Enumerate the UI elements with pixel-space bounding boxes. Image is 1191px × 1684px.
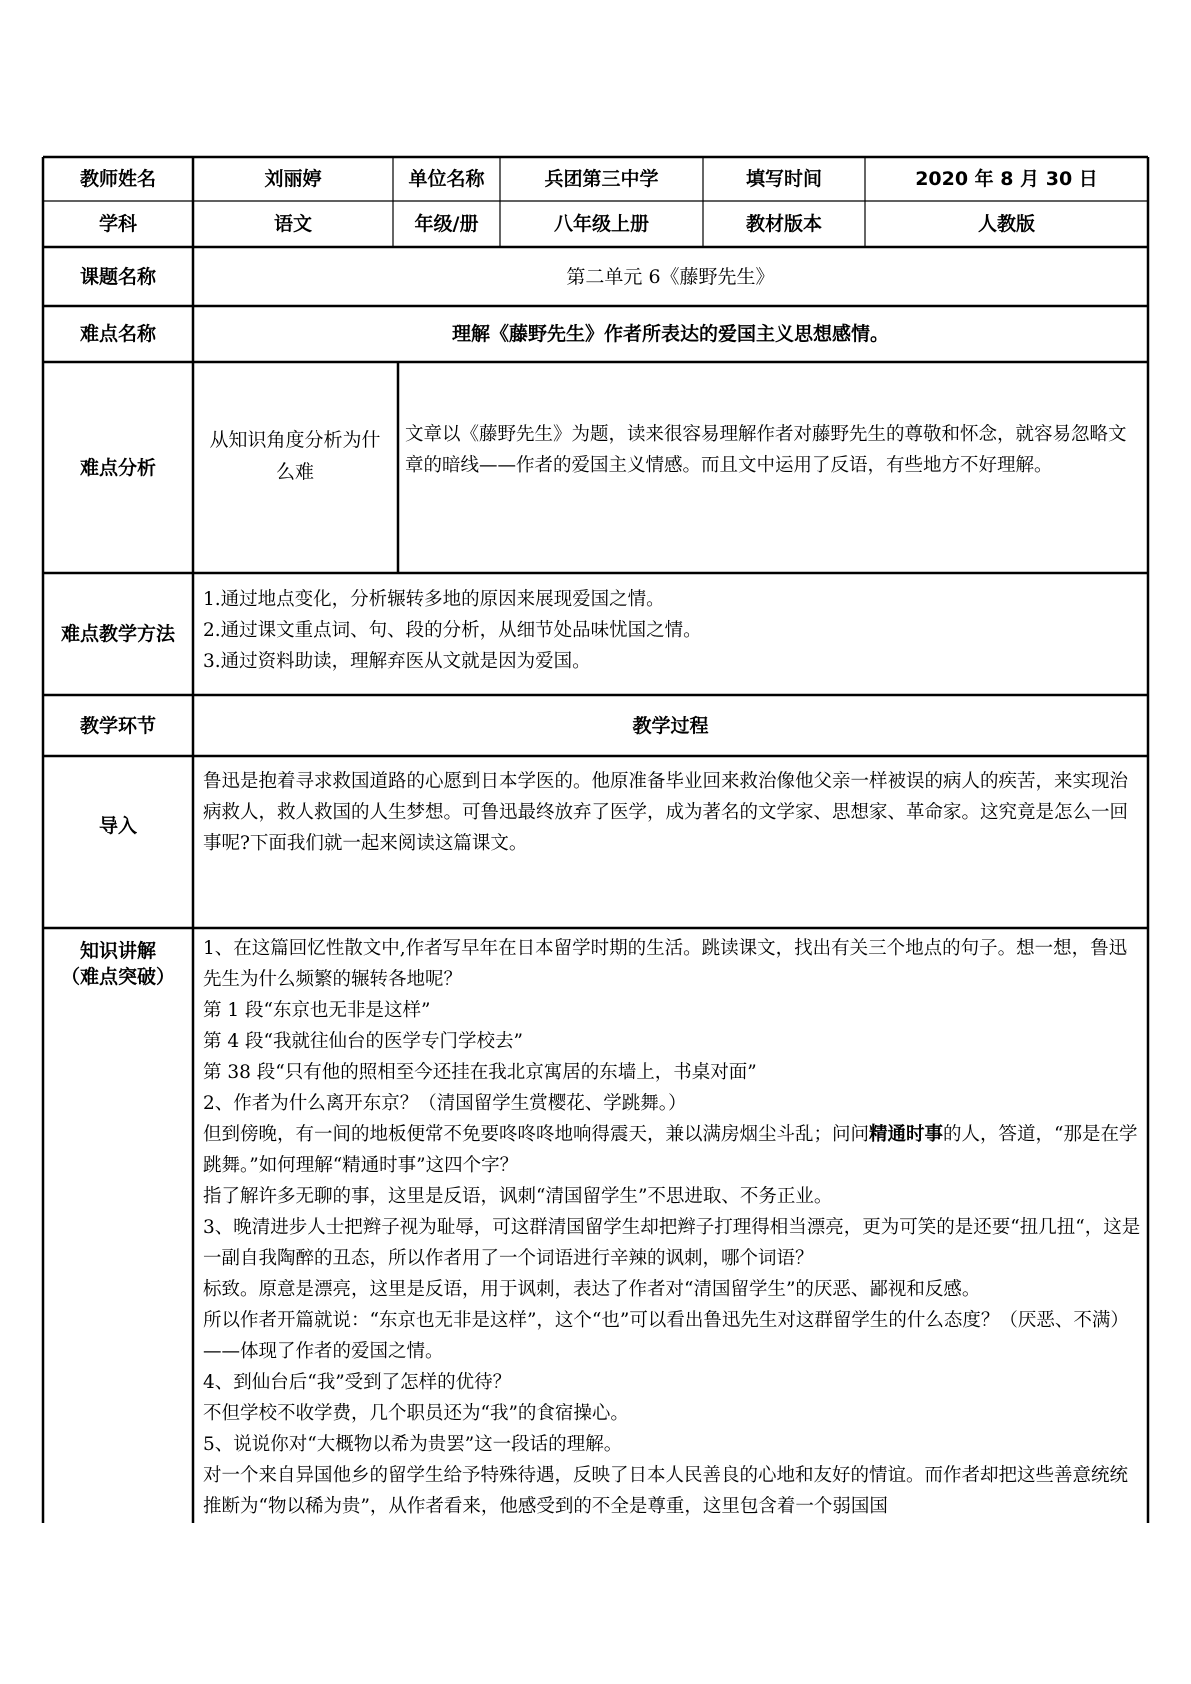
difficulty-label: 难点名称 [79, 323, 156, 345]
method-item: 3.通过资料助读，理解弃医从文就是因为爱国。 [203, 651, 591, 672]
knowledge-line: 3、晚清进步人士把辫子视为耻辱，可这群清国留学生却把辫子打理得相当漂亮，更为可笑的是还要“扭几扭“，这是一副自我陶醉的丑态，所以作者用了一个词语进行辛辣的讽刺，哪个词语？ [203, 1217, 1141, 1269]
knowledge-line: 4、到仙台后“我”受到了怎样的优待？ [203, 1372, 512, 1393]
knowledge-line: 所以作者开篇就说：“东京也无非是这样”，这个“也”可以看出鲁迅先生对这群留学生的什么态度？（厌恶、不满）——体现了作者的爱国之情。 [203, 1310, 1129, 1362]
unit-name-label: 单位名称 [408, 168, 485, 190]
knowledge-label [43, 928, 193, 994]
knowledge-line: 第 4 段“我就往仙台的医学专门学校去” [203, 1031, 523, 1052]
intro-text: 鲁迅是抱着寻求救国道路的心愿到日本学医的。他原准备毕业回来救治像他父亲一样被误的病人的疾苦，来实现治病救人，救人救国的人生梦想。可鲁迅最终放弃了医学，成为著名的文学家、思想家、革命家。这究竟是怎么一回事呢?下面我们就一起来阅读这篇课文。 [203, 771, 1129, 854]
fill-time-label: 填写时间 [745, 168, 822, 190]
topic-value: 第二单元 6《藤野先生》 [566, 265, 775, 288]
difficulty-value: 理解《藤野先生》作者所表达的爱国主义思想感情。 [451, 323, 889, 345]
analysis-label: 难点分析 [79, 456, 156, 479]
intro-label: 导入 [98, 815, 137, 837]
edition-value: 人教版 [977, 213, 1035, 235]
method-label: 难点教学方法 [60, 623, 175, 645]
method-item: 1.通过地点变化，分析辗转多地的原因来展现爱国之情。 [203, 589, 665, 610]
knowledge-line: 对一个来自异国他乡的留学生给予特殊待遇，反映了日本人民善良的心地和友好的情谊。而作者却把这些善意统统推断为“物以稀为贵”，从作者看来，他感受到的不全是尊重，这里包含着一个弱国国 [203, 1465, 1129, 1517]
knowledge-body [203, 933, 1143, 1523]
knowledge-line [203, 1119, 1143, 1181]
teacher-name-label: 教师姓名 [79, 168, 156, 190]
grade-value: 八年级上册 [553, 213, 649, 235]
knowledge-label-line1: 知识讲解 [79, 940, 156, 962]
analysis-sublabel: 从知识角度分析为什么难 [209, 428, 381, 483]
knowledge-highlight: 精通时事 [869, 1124, 944, 1145]
knowledge-line: 2、作者为什么离开东京？（清国留学生赏樱花、学跳舞。） [203, 1093, 687, 1114]
knowledge-label-line2: （难点突破） [60, 966, 175, 988]
knowledge-line: 第 38 段“只有他的照相至今还挂在我北京寓居的东墙上，书桌对面” [203, 1062, 757, 1083]
knowledge-text: 但到傍晚，有一间的地板便常不免要咚咚咚地响得震天，兼以满房烟尘斗乱；问问 [203, 1124, 870, 1145]
teacher-name-value: 刘丽婷 [264, 168, 322, 190]
method-list [203, 584, 1143, 689]
method-item: 2.通过课文重点词、句、段的分析，从细节处品味忧国之情。 [203, 620, 702, 641]
knowledge-line: 第 1 段“东京也无非是这样” [203, 1000, 431, 1021]
knowledge-text: 的人，答道，“那是在学跳舞。”如何理解“精通时事”这四个字？ [203, 1124, 1138, 1176]
unit-name-value: 兵团第三中学 [544, 168, 659, 190]
edition-label: 教材版本 [745, 213, 822, 235]
teaching-process-label: 教学过程 [632, 714, 709, 737]
fill-time-value: 2020 年 8 月 30 日 [915, 168, 1098, 190]
topic-label: 课题名称 [79, 265, 156, 288]
knowledge-line: 1、在这篇回忆性散文中,作者写早年在日本留学时期的生活。跳读课文，找出有关三个地点的句子。想一想，鲁迅先生为什么频繁的辗转各地呢？ [203, 938, 1128, 990]
knowledge-line: 不但学校不收学费，几个职员还为“我”的食宿操心。 [203, 1403, 629, 1424]
knowledge-line: 指了解许多无聊的事，这里是反语，讽刺“清国留学生”不思进取、不务正业。 [203, 1186, 833, 1207]
analysis-text: 文章以《藤野先生》为题，读来很容易理解作者对藤野先生的尊敬和怀念，就容易忽略文章的暗线——作者的爱国主义情感。而且文中运用了反语，有些地方不好理解。 [405, 424, 1127, 476]
knowledge-line: 5、说说你对“大概物以希为贵罢”这一段话的理解。 [203, 1434, 623, 1455]
subject-value: 语文 [273, 213, 312, 235]
teaching-stage-label: 教学环节 [79, 714, 156, 737]
subject-label: 学科 [98, 213, 137, 235]
grade-label: 年级/册 [414, 213, 479, 235]
knowledge-line: 标致。原意是漂亮，这里是反语，用于讽刺，表达了作者对“清国留学生”的厌恶、鄙视和反感。 [203, 1279, 981, 1300]
